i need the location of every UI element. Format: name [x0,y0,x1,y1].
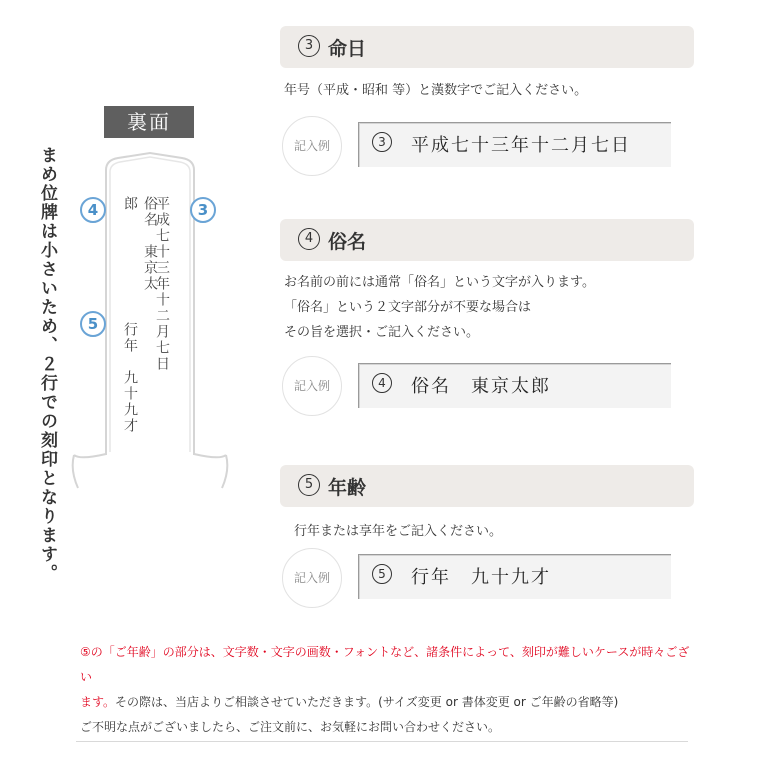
section-title: 命日 [328,38,367,60]
example-box-secular-name [358,363,671,408]
example-text: 俗名 東京太郎 [411,376,551,397]
marker-5: 5 [80,311,106,337]
section-header-death-date [280,26,694,68]
desc-line: 「俗名」という２文字部分が不要な場合は [284,300,532,315]
section-number: 5 [298,474,320,496]
vertical-note: まめ位牌は小さいため、２行での刻印となります。 [37,146,57,583]
example-text: 平成七十三年十二月七日 [411,135,631,156]
marker-3: 3 [190,197,216,223]
example-badge: 記入例 [282,356,342,416]
note-warning-end: ます。 [80,695,116,709]
tablet-name-text: 俗名 東京太郎 [122,196,158,292]
example-box-age [358,554,671,599]
section-header-secular-name [280,219,694,261]
desc-line: 年号（平成・昭和 等）と漢数字でご記入ください。 [284,83,588,98]
section-description [294,519,502,544]
section-description [284,270,595,345]
example-number: 5 [372,564,392,584]
example-number: 4 [372,373,392,393]
back-side-label: 裏面 [104,106,194,138]
section-number: 4 [298,228,320,250]
marker-4: 4 [80,197,106,223]
example-box-death-date [358,122,671,167]
tablet-date-text: 平成七十三年十二月七日 [154,196,170,372]
note-line-2 [80,690,700,715]
example-text: 行年 九十九才 [411,567,551,588]
example-badge: 記入例 [282,116,342,176]
note-consult-text: その際は、当店よりご相談させていただきます。(サイズ変更 or 書体変更 or ご年齢の省略等) [115,695,619,709]
note-contact-line: ご不明な点がございましたら、ご注文前に、お気軽にお問い合わせください。 [80,720,501,734]
desc-line: 行年または享年をご記入ください。 [294,524,503,539]
note-warning-line: ⑤の「ご年齢」の部分は、文字数・文字の画数・フォントなど、諸条件によって、刻印が難しいケースが時々ござい [80,645,690,684]
section-description [284,78,587,103]
section-title: 俗名 [328,231,367,253]
notes-block [80,640,700,740]
section-header-age [280,465,694,507]
desc-line: お名前の前には通常「俗名」という文字が入ります。 [284,275,595,290]
tablet-age-text: 行年 九十九才 [122,322,138,434]
desc-line: その旨を選択・ご記入ください。 [284,325,480,340]
section-title: 年齢 [328,477,367,499]
divider [76,741,688,742]
example-number: 3 [372,132,392,152]
example-badge: 記入例 [282,548,342,608]
section-number: 3 [298,35,320,57]
